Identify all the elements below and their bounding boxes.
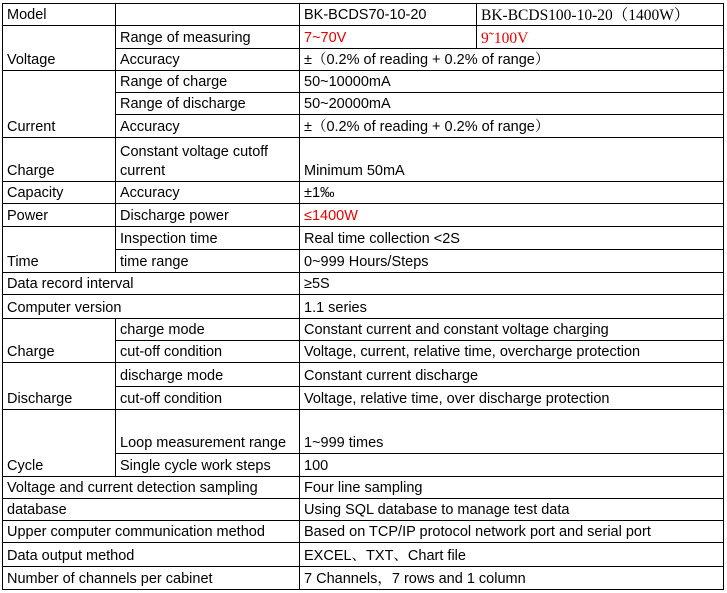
voltage-label: Voltage: [3, 26, 116, 71]
charge-mode-item: charge mode: [116, 318, 300, 340]
charge-cutoff-value: Minimum 50mA: [300, 137, 724, 182]
power-label: Power: [3, 204, 116, 226]
discharge-mode-value: Constant current discharge: [300, 363, 724, 386]
charge-cutoff-condition-label: cut-off condition: [116, 340, 300, 362]
charge-mode-label: Charge: [3, 318, 116, 363]
voltage-accuracy-label: Accuracy: [116, 48, 300, 70]
channels-label: Number of channels per cabinet: [3, 566, 300, 589]
output-value: EXCEL、TXT、Chart file: [300, 543, 724, 566]
communication-value: Based on TCP/IP protocol network port and serial port: [300, 521, 724, 543]
voltage-range-b: 9˜100V: [477, 26, 724, 48]
time-inspection-label: Inspection time: [116, 226, 300, 249]
discharge-cutoff-value: Voltage, relative time, over discharge protection: [300, 386, 724, 409]
time-inspection-value: Real time collection <2S: [300, 226, 724, 249]
capacity-label: Capacity: [3, 182, 116, 204]
current-discharge-range-value: 50~20000mA: [300, 93, 724, 115]
charge-cutoff-label: Charge: [3, 137, 116, 182]
time-range-value: 0~999 Hours/Steps: [300, 249, 724, 272]
model-label: Model: [3, 4, 116, 26]
channels-value: 7 Channels，7 rows and 1 column: [300, 566, 724, 589]
spec-table: [2, 3, 724, 590]
sampling-label: Voltage and current detection sampling: [3, 476, 300, 498]
voltage-accuracy-value: ±（0.2% of reading + 0.2% of range）: [300, 48, 724, 70]
capacity-value: ±1‰: [300, 182, 724, 204]
database-value: Using SQL database to manage test data: [300, 498, 724, 520]
sampling-value: Four line sampling: [300, 476, 724, 498]
voltage-range-a: 7~70V: [300, 26, 477, 48]
time-range-label: time range: [116, 249, 300, 272]
discharge-mode-label: discharge mode: [116, 363, 300, 386]
time-label: Time: [3, 226, 116, 273]
voltage-range-label: Range of measuring: [116, 26, 300, 48]
model-value-a: BK-BCDS70-10-20: [300, 4, 477, 26]
current-charge-range-label: Range of charge: [116, 70, 300, 92]
data-record-label: Data record interval: [3, 273, 300, 295]
current-charge-range-value: 50~10000mA: [300, 70, 724, 92]
output-label: Data output method: [3, 543, 300, 566]
computer-version-label: Computer version: [3, 295, 300, 318]
computer-version-value: 1.1 series: [300, 295, 724, 318]
current-accuracy-label: Accuracy: [116, 115, 300, 137]
current-discharge-range-label: Range of discharge: [116, 93, 300, 115]
database-label: database: [3, 498, 300, 520]
charge-cutoff-condition-value: Voltage, current, relative time, overcharge protection: [300, 340, 724, 362]
charge-cutoff-item: Constant voltage cutoff current: [116, 137, 300, 182]
current-label: Current: [3, 70, 116, 137]
power-item: Discharge power: [116, 204, 300, 226]
cycle-steps-label: Single cycle work steps: [116, 454, 300, 476]
discharge-cutoff-label: cut-off condition: [116, 386, 300, 409]
cycle-loop-value: 1~999 times: [300, 409, 724, 454]
current-accuracy-value: ±（0.2% of reading + 0.2% of range）: [300, 115, 724, 137]
communication-label: Upper computer communication method: [3, 521, 300, 543]
capacity-item: Accuracy: [116, 182, 300, 204]
model-value-b: BK-BCDS100-10-20（1400W）: [477, 4, 724, 26]
discharge-label: Discharge: [3, 363, 116, 410]
cycle-loop-label: Loop measurement range: [116, 409, 300, 454]
charge-mode-value: Constant current and constant voltage charging: [300, 318, 724, 340]
power-value: ≤1400W: [300, 204, 724, 226]
cycle-label: Cycle: [3, 409, 116, 476]
data-record-value: ≥5S: [300, 273, 724, 295]
cycle-steps-value: 100: [300, 454, 724, 476]
